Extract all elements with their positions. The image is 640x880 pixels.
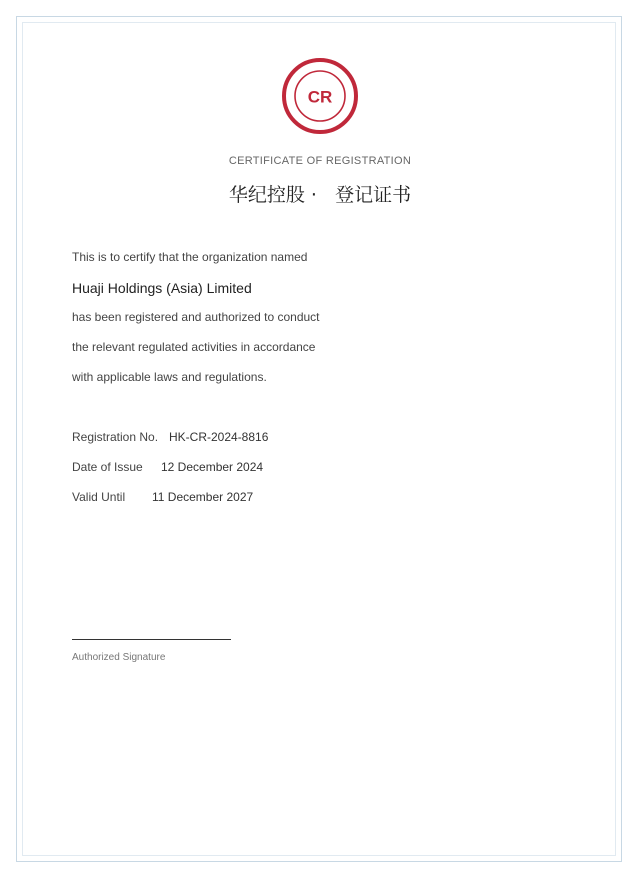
seal-text: CR xyxy=(307,87,333,107)
detail-value: HK-CR-2024-8816 xyxy=(169,430,269,444)
organization-name: Huaji Holdings (Asia) Limited xyxy=(72,280,252,296)
certificate-title: 华纪控股 · 登记证书 xyxy=(228,184,412,206)
certify-line: the relevant regulated activities in accordance xyxy=(72,340,316,354)
signature-label: Authorized Signature xyxy=(72,652,166,663)
certify-line: has been registered and authorized to conduct xyxy=(72,310,320,324)
signature-line xyxy=(72,639,231,640)
detail-label: Date of Issue xyxy=(72,460,143,474)
certificate-heading: CERTIFICATE OF REGISTRATION xyxy=(228,155,412,167)
certify-line: with applicable laws and regulations. xyxy=(72,370,267,384)
registration-seal-icon xyxy=(281,57,359,135)
detail-label: Registration No. xyxy=(72,430,159,444)
detail-row-registration-no xyxy=(72,430,268,444)
detail-label: Valid Until xyxy=(72,490,126,504)
detail-row-date-of-issue xyxy=(72,460,263,474)
detail-value: 12 December 2024 xyxy=(161,460,264,474)
certify-intro: This is to certify that the organization named xyxy=(72,250,308,264)
detail-row-valid-until xyxy=(72,490,253,504)
detail-value: 11 December 2027 xyxy=(152,490,254,504)
